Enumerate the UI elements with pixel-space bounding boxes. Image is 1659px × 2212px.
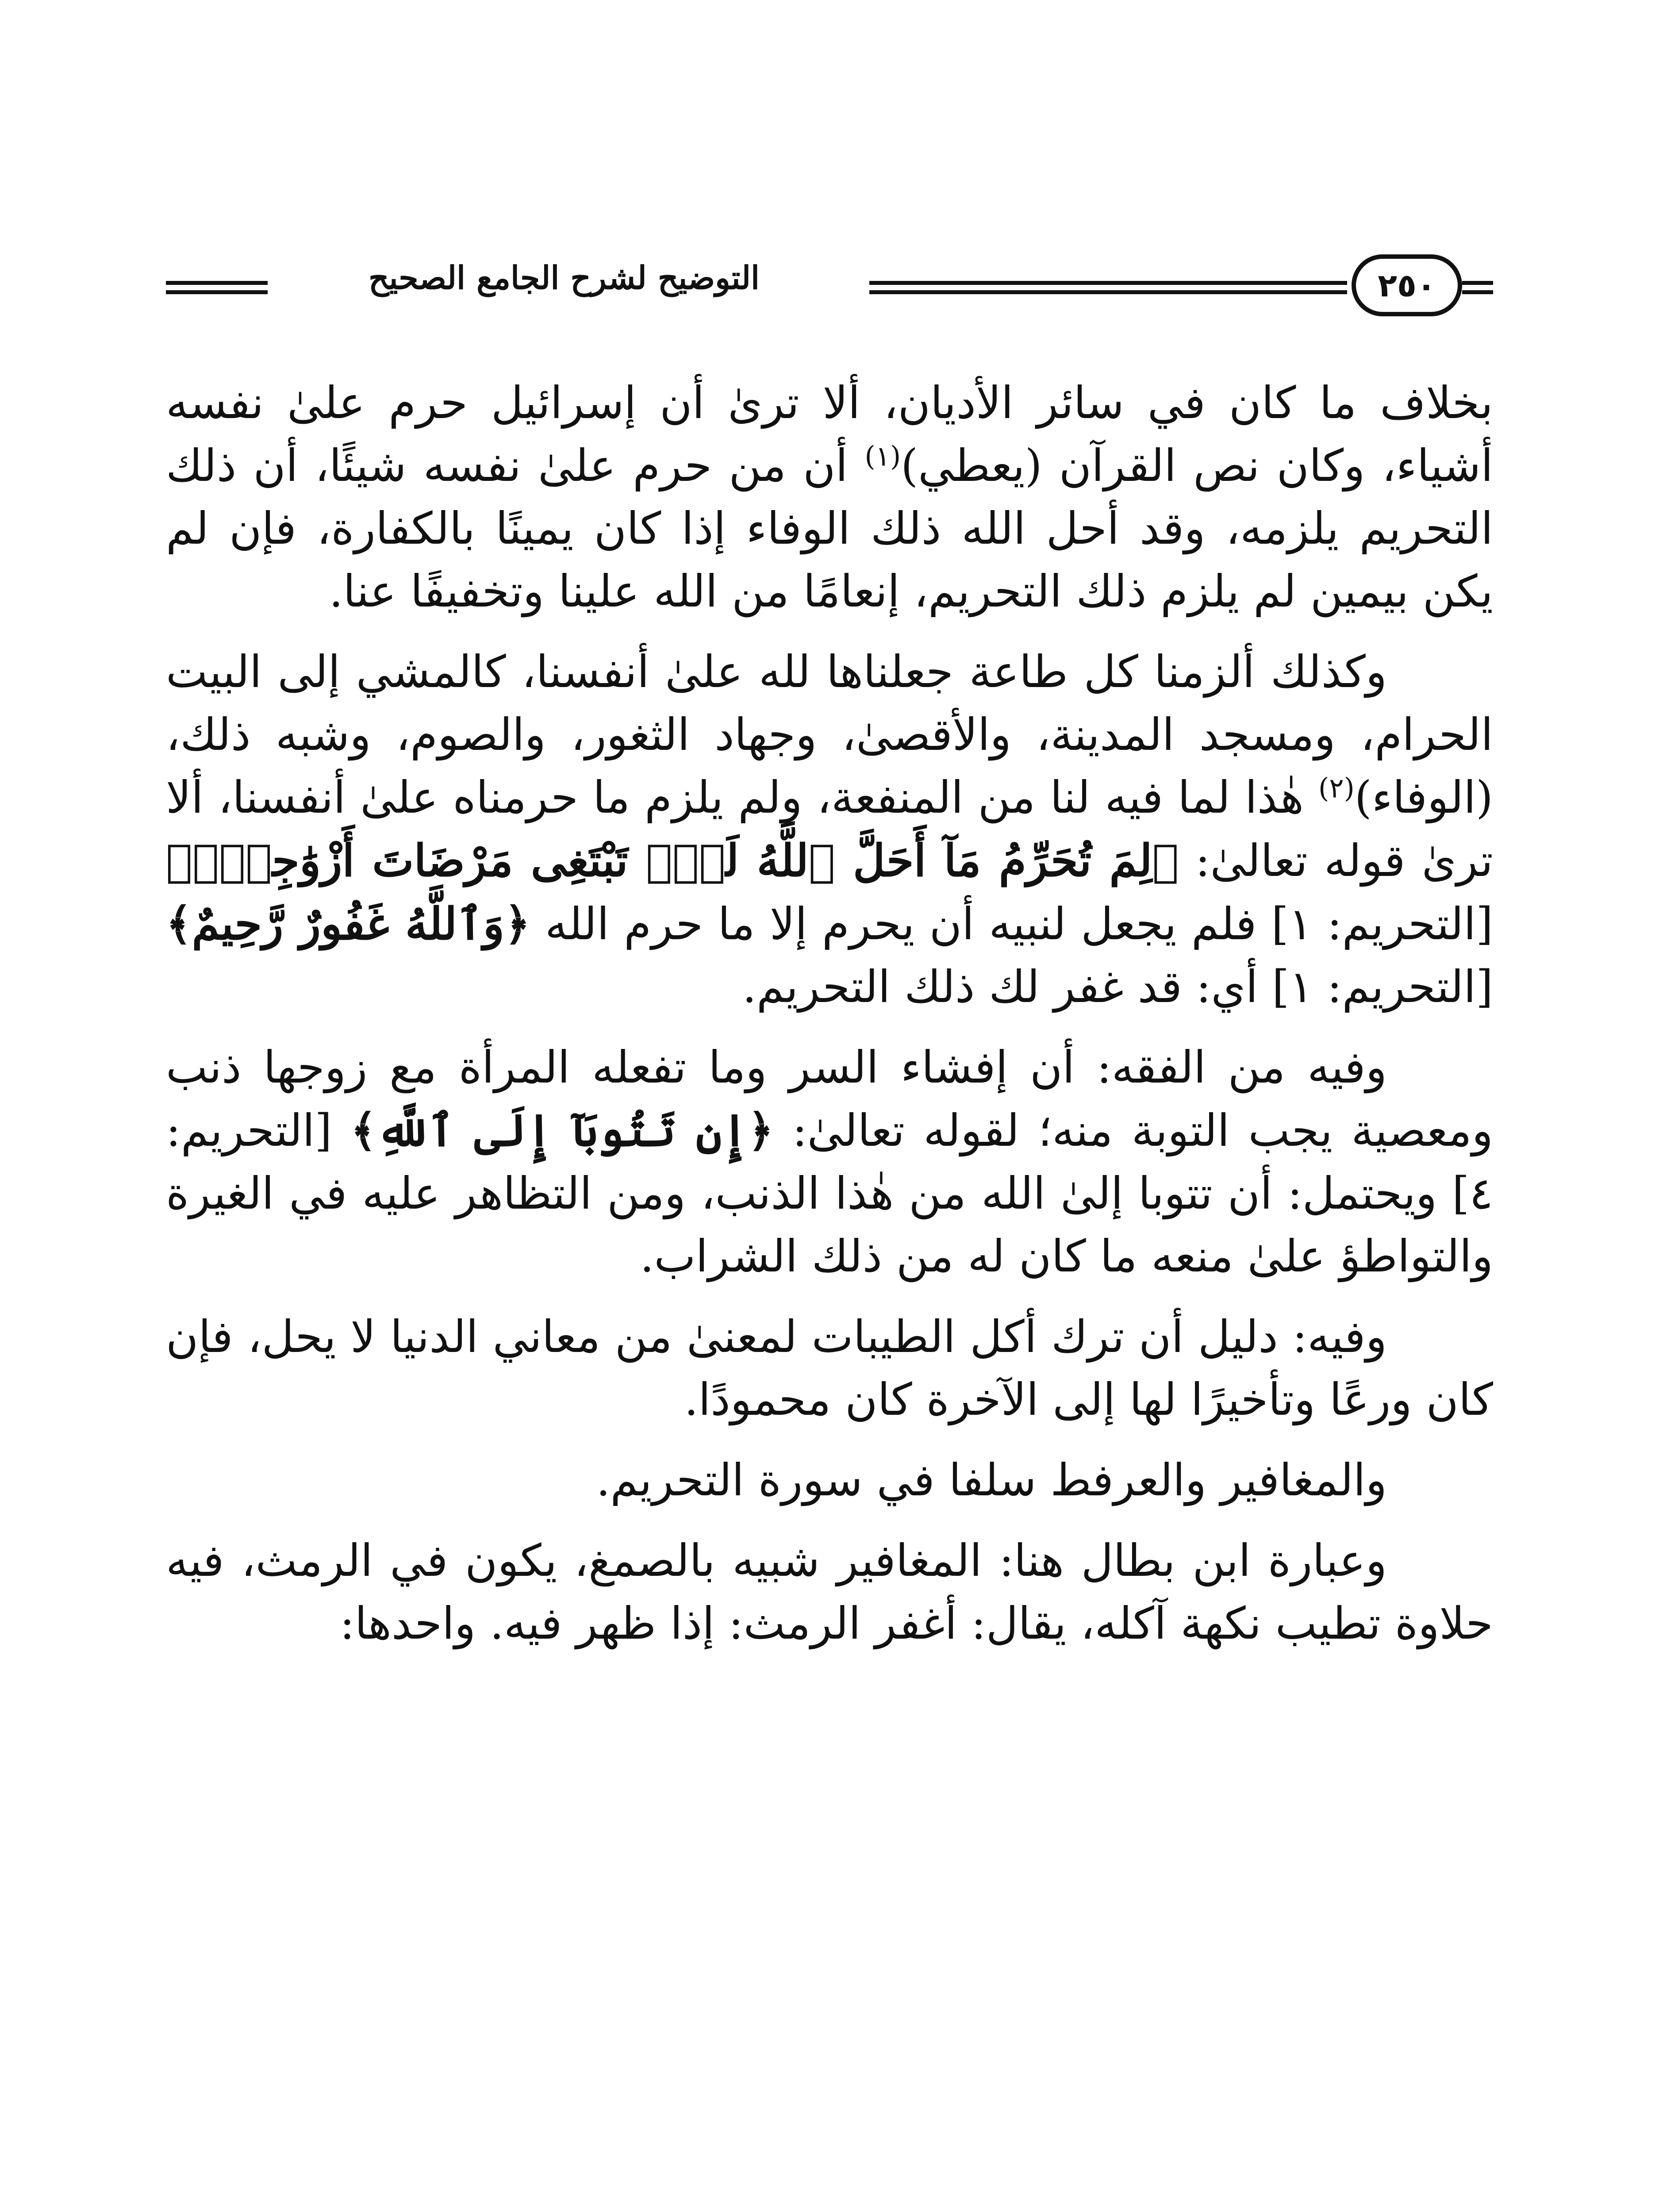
header-rule-right — [1462, 281, 1493, 294]
page-number: ٢٥٠ — [1352, 254, 1462, 316]
quran-quote-3: ﴿إِن تَتُوبَآ إِلَى ٱللَّهِ﴾ — [350, 1104, 774, 1156]
paragraph-3-text-b: [التحريم: ٤] ويحتمل: أن تتوبا إلىٰ الله من هٰذا الذنب، ومن التظاهر عليه في الغيرة والتواطؤ علىٰ منعه ما كان له من ذلك الشراب. — [166, 1105, 1493, 1282]
footnote-ref-2[interactable]: (٢) — [1318, 772, 1355, 804]
paragraph-2-text-c: [التحريم: ١] فلم يجعل لنبيه أن يحرم إلا ما حرم الله — [530, 898, 1494, 950]
paragraph-3 — [166, 1036, 1493, 1288]
paragraph-4: وفيه: دليل أن ترك أكل الطيبات لمعنىٰ من معاني الدنيا لا يحل، فإن كان ورعًا وتأخيرًا لها إلى الآخرة كان محمودًا. — [166, 1311, 1493, 1425]
paragraph-2-text-b: هٰذا لما فيه لنا من المنفعة، ولم يلزم ما حرمناه علىٰ أنفسنا، ألا ترىٰ قوله تعالىٰ: — [166, 772, 1493, 887]
paragraph-2 — [166, 641, 1493, 1018]
header-rule-left — [166, 281, 268, 294]
paragraph-1-text-b: أن من حرم علىٰ نفسه شيئًا، أن ذلك التحريم يلزمه، وقد أحل الله ذلك الوفاء إذا كان يمينًا بالكفارة، فإن لم يكن بيمين لم يلزم ذلك التحريم، إنعامًا من الله علينا وتخفيفًا عنا. — [166, 440, 1493, 617]
paragraph-2-text-d: [التحريم: ١] أي: قد غفر لك ذلك التحريم. — [742, 961, 1493, 1013]
paragraph-3-text-a: وفيه من الفقه: أن إفشاء السر وما تفعله المرأة مع زوجها ذنب ومعصية يجب التوبة منه؛ لقوله تعالىٰ: — [166, 1041, 1493, 1156]
main-text — [166, 372, 1493, 1673]
paragraph-5: والمغافير والعرفط سلفا في سورة التحريم. — [596, 1454, 1387, 1506]
header-rule-middle — [869, 281, 1347, 294]
quran-quote-1: ﴿لِمَ تُحَرِّمُ مَآ أَحَلَّ ٱللَّهُ لَكَۖ تَبْتَغِى مَرْضَاتَ أَزْوَٰجِكَۚ﴾ — [166, 834, 1179, 887]
running-header — [166, 241, 1493, 330]
paragraph-1-text-a: بخلاف ما كان في سائر الأديان، ألا ترىٰ أن إسرائيل حرم علىٰ نفسه أشياء، وكان نص القرآن (يعطي) — [166, 377, 1493, 492]
footnote-ref-1[interactable]: (١) — [864, 440, 901, 472]
paragraph-6: وعبارة ابن بطال هنا: المغافير شبيه بالصمغ، يكون في الرمث، فيه حلاوة تطيب نكهة آكله، يقال: أغفر الرمث: إذا ظهر فيه. واحدها: — [166, 1535, 1493, 1649]
quran-quote-2: ﴿وَٱللَّهُ غَفُورٌ رَّحِيمٌ﴾ — [166, 898, 530, 950]
paragraph-1 — [166, 372, 1493, 623]
running-title: التوضيح لشرح الجامع الصحيح — [368, 259, 760, 296]
paragraph-2-text-a: وكذلك ألزمنا كل طاعة جعلناها لله علىٰ أنفسنا، كالمشي إلى البيت الحرام، ومسجد المدينة، والأقصىٰ، وجهاد الثغور، والصوم، وشبه ذلك، (الوفاء) — [166, 646, 1493, 823]
